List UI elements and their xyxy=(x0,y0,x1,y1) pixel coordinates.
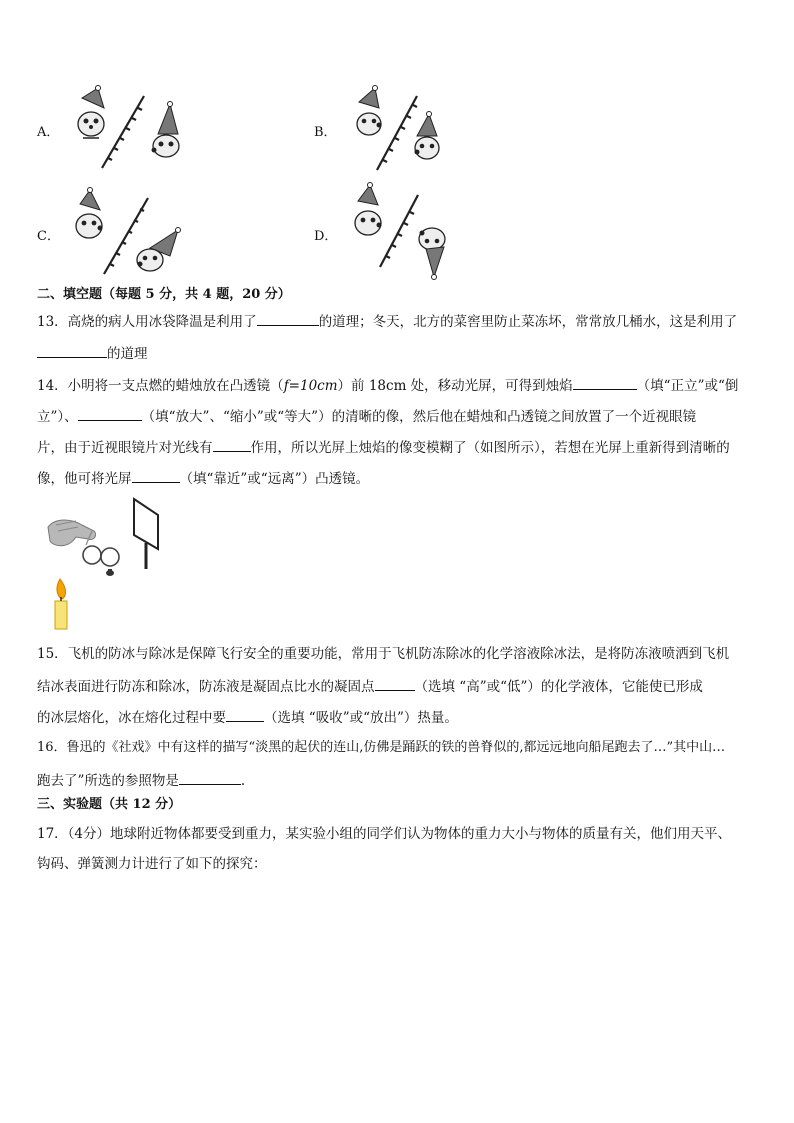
q15-text-b: （选填 “高”或“低”）的化学液体，它能使已形成 xyxy=(414,679,703,695)
q17-line1: 17．（4分）地球附近物体都要受到重力，某实验小组的同学们认为物体的重力大小与物体的质量有关，他们用天平、 xyxy=(37,826,732,842)
mirror-line xyxy=(102,96,144,168)
clown-right-icon xyxy=(415,112,440,160)
hand-holding-glasses-icon xyxy=(48,520,119,566)
q17-line2: 钩码、弹簧测力计进行了如下的探究： xyxy=(37,856,267,872)
q13-text-c: 的道理 xyxy=(107,346,148,362)
q14-blank-4[interactable] xyxy=(132,469,180,483)
q16-line1: 16．鲁迅的《社戏》中有这样的描写“淡黑的起伏的连山,仿佛是踊跃的铁的兽脊似的,都远远地向船尾跑去了…”其中山… xyxy=(37,740,726,755)
q14-blank-1[interactable] xyxy=(573,376,637,390)
q14-blank-3[interactable] xyxy=(213,438,251,452)
option-c-label: C． xyxy=(37,229,60,244)
clown-left-icon xyxy=(355,183,382,236)
q15-blank-2[interactable] xyxy=(226,708,264,722)
section-experiment-title: 三、实验题（共 12 分） xyxy=(37,797,182,812)
q16-line2 xyxy=(37,771,245,789)
q16-text-a: 跑去了”所选的参照物是 xyxy=(37,773,179,789)
q14-text-h: 像，他可将光屏 xyxy=(37,471,132,487)
clown-left-icon xyxy=(76,188,103,239)
q15-blank-1[interactable] xyxy=(375,677,415,691)
q14-blank-2[interactable] xyxy=(78,407,142,421)
q15-text-a: 结冰表面进行防冻和除冰，防冻液是凝固点比水的凝固点 xyxy=(37,679,375,695)
q14-text-d: 立”）、 xyxy=(37,409,78,425)
q14-text-b: ）前 18cm 处，移动光屏，可得到烛焰 xyxy=(337,378,573,394)
q13-text-a: 13．高烧的病人用冰袋降温是利用了 xyxy=(37,314,257,330)
option-b-label: B． xyxy=(314,125,337,140)
convex-lens-icon xyxy=(106,569,114,576)
clown-right-icon-inverted xyxy=(419,228,445,280)
light-screen-icon xyxy=(134,499,158,569)
q14-line3 xyxy=(37,438,730,456)
option-d-label: D． xyxy=(314,229,338,244)
q14-text-e: （填“放大”、“缩小”或“等大”）的清晰的像，然后他在蜡烛和凸透镜之间放置了一个近视眼镜 xyxy=(141,409,697,425)
q15-line1: 15．飞机的防冰与除冰是保障飞行安全的重要功能，常用于飞机防冻除冰的化学溶液除冰法，是将防冻液喷洒到飞机 xyxy=(37,646,730,662)
q14-focal-length: f=10cm xyxy=(283,378,338,394)
q13-blank-1[interactable] xyxy=(257,312,319,326)
mirror-line xyxy=(380,195,418,267)
clown-right-icon xyxy=(152,102,180,158)
option-a-label: A． xyxy=(37,125,60,140)
q14-text-c: （填“正立”或“倒 xyxy=(636,378,739,394)
clown-left-icon xyxy=(357,86,382,136)
mirror-line xyxy=(377,96,417,170)
q14-text-g: 作用，所以光屏上烛焰的像变模糊了（如图所示），若想在光屏上重新得到清晰的 xyxy=(250,440,730,456)
q15-line2 xyxy=(37,677,703,695)
q16-text-b: . xyxy=(240,773,246,789)
q15-text-d: （选填 “吸收”或“放出”）热量。 xyxy=(264,710,458,726)
clown-right-icon-tilted xyxy=(137,228,181,272)
q14-text-f: 片，由于近视眼镜片对光线有 xyxy=(37,440,213,456)
q13-line2 xyxy=(37,344,148,362)
q13-blank-2[interactable] xyxy=(37,344,107,358)
q15-line3 xyxy=(37,708,458,726)
candle-icon xyxy=(55,579,67,629)
q13-line1 xyxy=(37,312,737,330)
q14-text-a: 14．小明将一支点燃的蜡烛放在凸透镜（ xyxy=(37,378,284,394)
clown-left-icon xyxy=(78,86,104,139)
section-fill-in-title: 二、填空题（每题 5 分，共 4 题，20 分） xyxy=(37,287,291,302)
q16-blank-1[interactable] xyxy=(179,771,241,785)
q14-text-i: （填“靠近”或“远离”）凸透镜。 xyxy=(179,471,370,487)
q14-line2 xyxy=(37,407,696,425)
q14-line4 xyxy=(37,469,369,487)
q13-text-b: 的道理；冬天，北方的菜窖里防止菜冻坏，常常放几桶水，这是利用了 xyxy=(318,314,738,330)
q14-line1 xyxy=(37,376,738,394)
q15-text-c: 的冰层熔化，冰在熔化过程中要 xyxy=(37,710,226,726)
